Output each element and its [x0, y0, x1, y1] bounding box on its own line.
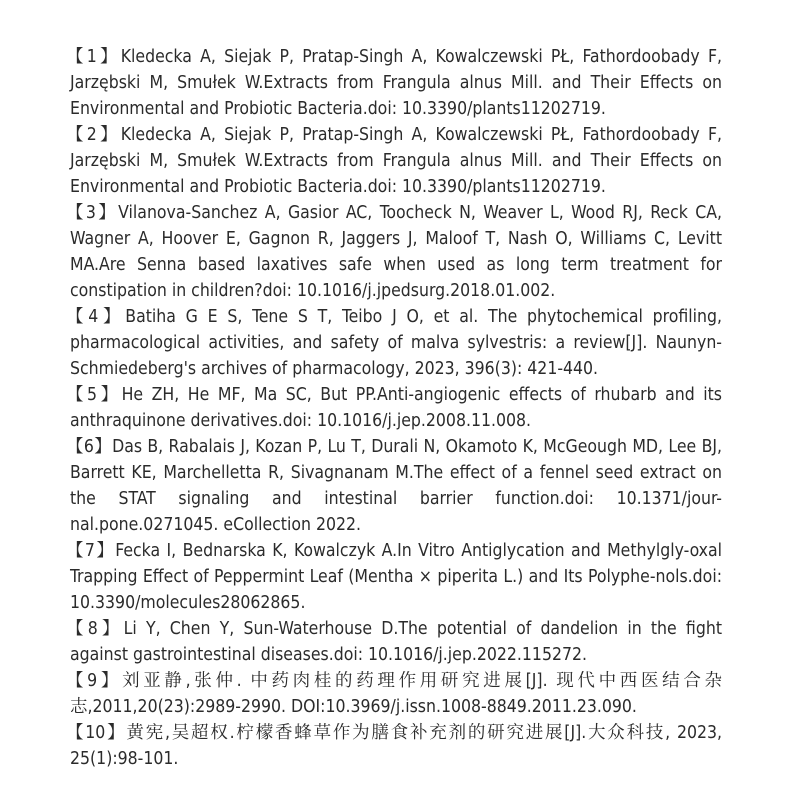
reference-item-2	[66, 122, 723, 200]
reference-number: 【9】	[66, 671, 123, 691]
reference-item-8	[66, 616, 722, 668]
reference-text: Das B, Rabalais J, Kozan P, Lu T, Durali N, Okamoto K, McGeough MD, Lee BJ, Barrett KE, Marchelletta R, Sivagnanam M.The effect of a fennel seed extract on the STAT signaling and intestinal barrier function.doi: 10.1371/jour-nal.pone.0271045. eCollection 2022.	[70, 437, 723, 535]
reference-text: Kledecka A, Siejak P, Pratap-Singh A, Kowalczewski PŁ, Fathordoobady F, Jarzębski M, Smułek W.Extracts from Frangula alnus Mill. and Their Effects on Environmental and Probiotic Bacteria.doi: 10.3390/plants11202719.	[70, 47, 723, 119]
reference-text: Kledecka A, Siejak P, Pratap-Singh A, Kowalczewski PŁ, Fathordoobady F, Jarzębski M, Smułek W.Extracts from Frangula alnus Mill. and Their Effects on Environmental and Probiotic Bacteria.doi: 10.3390/plants11202719.	[70, 125, 723, 197]
reference-item-3	[66, 200, 722, 304]
reference-number: 【7】	[66, 541, 116, 561]
reference-text: Vilanova-Sanchez A, Gasior AC, Toocheck N, Weaver L, Wood RJ, Reck CA, Wagner A, Hoover E, Gagnon R, Jaggers J, Maloof T, Nash O, Williams C, Levitt MA.Are Senna based laxatives safe when used as long term treatment for constipation in children?doi: 10.1016/j.jpedsurg.2018.01.002.	[70, 203, 722, 301]
reference-number: 【2】	[66, 125, 121, 145]
reference-item-9	[66, 668, 723, 720]
reference-number: 【6】	[66, 437, 113, 457]
reference-list	[66, 44, 723, 772]
reference-number: 【1】	[66, 47, 121, 67]
reference-number: 【3】	[66, 203, 119, 223]
reference-item-6	[66, 434, 723, 538]
reference-number: 【4】	[66, 307, 126, 327]
reference-number: 【10】	[66, 723, 127, 743]
reference-text: 黄宪,吴超权.柠檬香蜂草作为膳食补充剂的研究进展[J].大众科技, 2023, 25(1):98-101.	[70, 723, 723, 769]
reference-item-7	[66, 538, 723, 616]
reference-number: 【8】	[66, 619, 124, 639]
reference-text: Batiha G E S, Tene S T, Teibo J O, et al. The phytochemical profiling, pharmacological activities, and safety of malva sylvestris: a review[J]. Naunyn-Schmiedeberg's archives of pharmacology, 2023, 396(3): 421-440.	[70, 307, 722, 379]
reference-item-10	[66, 720, 723, 772]
reference-text: Li Y, Chen Y, Sun-Waterhouse D.The potential of dandelion in the fight against gastrointestinal diseases.doi: 10.1016/j.jep.2022.115272.	[70, 619, 722, 665]
reference-text: Fecka I, Bednarska K, Kowalczyk A.In Vitro Antiglycation and Methylgly-oxal Trapping Effect of Peppermint Leaf (Mentha × piperita L.) and Its Polyphe-nols.doi: 10.3390/molecules28062865.	[70, 541, 723, 613]
reference-item-5	[66, 382, 722, 434]
reference-number: 【5】	[66, 385, 122, 405]
reference-text: He ZH, He MF, Ma SC, But PP.Anti-angiogenic effects of rhubarb and its anthraquinone derivatives.doi: 10.1016/j.jep.2008.11.008.	[70, 385, 722, 431]
reference-item-4	[66, 304, 722, 382]
reference-text: 刘亚静,张仲. 中药肉桂的药理作用研究进展[J]. 现代中西医结合杂志,2011,20(23):2989-2990. DOI:10.3969/j.issn.1008-8849.2011.23.090.	[70, 671, 723, 717]
reference-item-1	[66, 44, 723, 122]
